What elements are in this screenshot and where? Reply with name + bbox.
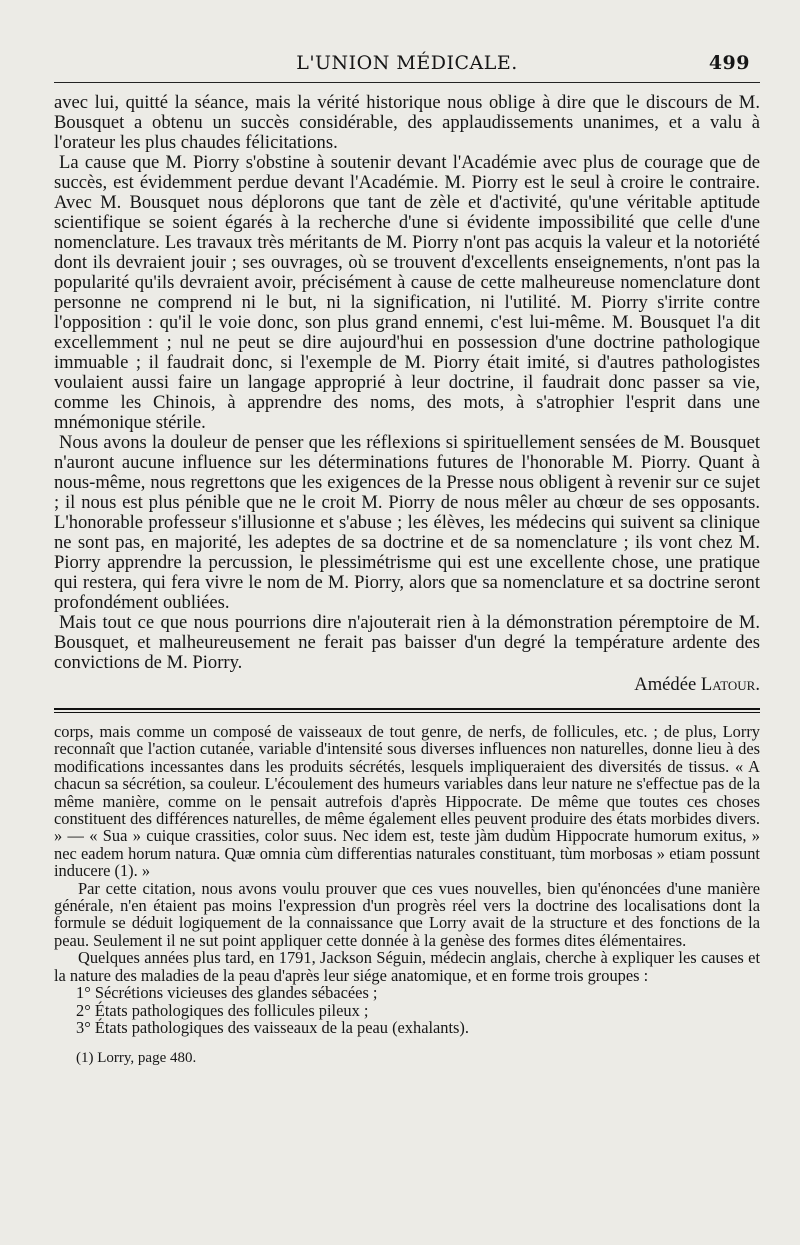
paragraph: Par cette citation, nous avons voulu prouver que ces vues nouvelles, bien qu'énoncées d'une manière générale, n'en étaient pas moins l'expression d'un progrès réel vers la doctrine des localisations dont la formule se déduit logiquement de la connaissance que Lorry avait de la structure et des fonctions de la peau. Seulement il ne sut point appliquer cette donnée à la genèse des formes dites élémentaires. bbox=[54, 878, 760, 950]
author-first-name: Amédée bbox=[634, 674, 697, 695]
running-title: L'UNION MÉDICALE. bbox=[296, 52, 518, 74]
feuilleton-text bbox=[54, 723, 760, 1036]
groups-list bbox=[54, 984, 760, 1036]
list-item: 1° Sécrétions vicieuses des glandes sébacées ; bbox=[76, 983, 378, 1003]
author-last-name: Latour. bbox=[700, 674, 760, 695]
page-header bbox=[54, 48, 760, 78]
paragraph: Nous avons la douleur de penser que les réflexions si spirituellement sensées de M. Bousquet n'auront aucune influence sur les déterminations futures de l'honorable M. Piorry. Quant à nous-même, nous regrettons que les exigences de la Presse nous obligent à revenir sur ce sujet ; il nous est plus pénible que ne le croit M. Piorry de nous mêler au chœur de ses opposants. L'honorable professeur s'illusionne et s'abuse ; les élèves, les médecins qui suivent sa clinique ne sont pas, en majorité, les adeptes de sa doctrine et de sa nomenclature ; ils vont chez M. Piorry apprendre la percussion, le plessimétrisme qui est une excellente chose, une pratique qui restera, qui fera vivre le nom de M. Piorry, alors que sa nomenclature et sa doctrine seront profondément oubliées. bbox=[54, 432, 760, 613]
paragraph: corps, mais comme un composé de vaisseaux de tout genre, de nerfs, de follicules, etc. ; de plus, Lorry reconnaît que l'action cutanée, variable d'intensité sous diverses influences non naturelles, donne lieu à des modifications incessantes dans les produits sécrétés, lesquels impliqueraient des diversités de tissus. « A chacun sa sécrétion, sa couleur. L'écoulement des humeurs variables dans leur nature ne s'effectue pas de la même manière, comme on le pensait autrefois d'après Hippocrate. De même que toutes ces choses constituent des différences naturelles, de même également elles peuvent produire des états morbides divers. » — « Sua » cuique crassities, color suus. Nec idem est, teste jàm dudùm Hippocrate humorum exitus, » nec eadem horum natura. Quæ omnia cùm differentias naturales constituant, tùm morbosas » etiam possunt inducere (1). » bbox=[54, 722, 760, 881]
author-signature bbox=[54, 674, 760, 696]
page-number: 499 bbox=[708, 52, 750, 74]
paragraph: La cause que M. Piorry s'obstine à soutenir devant l'Académie avec plus de courage que de succès, est évidemment perdue devant l'Académie. M. Piorry est le seul à croire le contraire. Avec M. Bousquet nous déplorons que tant de zèle et d'activité, qu'une véritable aptitude scientifique se soient égarés à la recherche d'une si évidente impossibilité que celle d'une nomenclature. Les travaux très méritants de M. Piorry n'ont pas acquis la valeur et la notoriété dont ils devraient jouir ; ses ouvrages, où se trouvent d'excellents enseignements, n'ont pas la popularité qu'ils devraient avoir, précisément à cause de cette malheureuse nomenclature dont personne ne comprend ni le but, ni la signification, ni l'utilité. M. Piorry s'irrite contre l'opposition : qu'il le voie donc, son plus grand ennemi, c'est lui-même. M. Bousquet l'a dit excellemment ; nul ne peut se dire aujourd'hui en possession d'une doctrine pathologique immuable ; il faudrait donc, si l'exemple de M. Piorry était imité, si d'autres pathologistes voulaient aussi faire un langage approprié à leur doctrine, il faudrait donc passer sa vie, comme les Chinois, à apprendre des noms, des mots, à s'atrophier l'esprit dans une mnémonique stérile. bbox=[54, 152, 760, 433]
list-item: 3° États pathologiques des vaisseaux de la peau (exhalants). bbox=[76, 1017, 469, 1037]
paragraph: Mais tout ce que nous pourrions dire n'ajouterait rien à la démonstration péremptoire de M. Bousquet, et malheureusement ne ferait pas baisser d'un degré la température ardente des convictions de M. Piorry. bbox=[54, 612, 760, 673]
list-item: 2° États pathologiques des follicules pileux ; bbox=[76, 1000, 369, 1020]
section-divider bbox=[54, 708, 760, 713]
header-rule bbox=[54, 82, 760, 83]
footnote: (1) Lorry, page 480. bbox=[76, 1050, 197, 1067]
paragraph: Quelques années plus tard, en 1791, Jackson Séguin, médecin anglais, cherche à expliquer les causes et la nature des maladies de la peau d'après leur siége anatomique, et en forme trois groupes : bbox=[54, 948, 760, 985]
paragraph: avec lui, quitté la séance, mais la vérité historique nous oblige à dire que le discours de M. Bousquet a obtenu un succès considérable, des applaudissements unanimes, et a valu à l'orateur les plus chaudes félicitations. bbox=[54, 92, 760, 153]
main-text bbox=[54, 93, 760, 673]
